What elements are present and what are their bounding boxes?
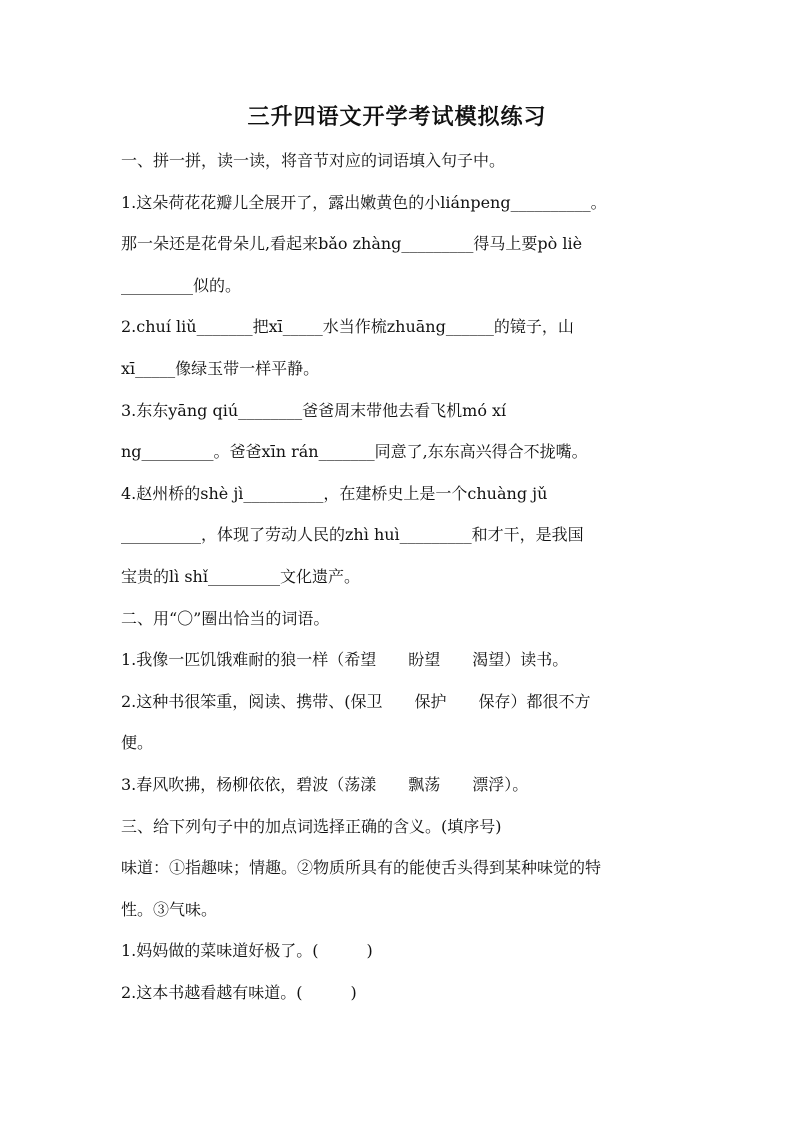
question-4-line: 4.赵州桥的shè jì__________，在建桥史上是一个chuàng jǔ bbox=[121, 483, 548, 503]
meaning-question-1: 1.妈妈做的菜味道好极了。( ) bbox=[121, 941, 373, 961]
question-3-line: ng_________。爸爸xīn rán_______同意了,东东高兴得合不拢嘴。 bbox=[121, 442, 588, 462]
question-1-line: _________似的。 bbox=[121, 275, 242, 295]
question-2-line: xī_____像绿玉带一样平静。 bbox=[121, 358, 320, 378]
section-1-heading: 一、拼一拼，读一读，将音节对应的词语填入句子中。 bbox=[121, 151, 506, 170]
definition-text: 味道：①指趣味；情趣。②物质所具有的能使舌头得到某种味觉的特 bbox=[121, 858, 602, 878]
circle-question-2: 便。 bbox=[121, 733, 154, 753]
question-1-line: 1.这朵荷花花瓣儿全展开了，露出嫩黄色的小liánpeng__________。 bbox=[121, 192, 607, 212]
worksheet-body bbox=[121, 140, 677, 1013]
question-4-line: __________，体现了劳动人民的zhì huì_________和才干，是我国 bbox=[121, 525, 584, 545]
question-2-line: 2.chuí liǔ_______把xī_____水当作梳zhuāng______的镜子，山 bbox=[121, 317, 574, 337]
circle-question-1: 1.我像一匹饥饿难耐的狼一样（希望 盼望 渴望）读书。 bbox=[121, 650, 569, 670]
section-2-heading: 二、用“〇”圈出恰当的词语。 bbox=[121, 608, 330, 628]
meaning-question-2: 2.这本书越看越有味道。( ) bbox=[121, 982, 357, 1002]
question-1-line: 那一朵还是花骨朵儿,看起来bǎo zhàng_________得马上要pò liè bbox=[121, 234, 583, 254]
question-4-line: 宝贵的lì shǐ_________文化遗产。 bbox=[121, 566, 360, 586]
circle-question-3: 3.春风吹拂，杨柳依依，碧波（荡漾 飘荡 漂浮）。 bbox=[121, 774, 529, 794]
circle-question-2: 2.这种书很笨重，阅读、携带、(保卫 保护 保存）都很不方 bbox=[121, 691, 591, 711]
definition-text: 性。③气味。 bbox=[121, 899, 218, 919]
question-3-line: 3.东东yāng qiú________爸爸周末带他去看飞机mó xí bbox=[121, 400, 507, 420]
page-title: 三升四语文开学考试模拟练习 bbox=[247, 104, 547, 130]
section-3-heading: 三、给下列句子中的加点词选择正确的含义。(填序号) bbox=[121, 816, 502, 836]
